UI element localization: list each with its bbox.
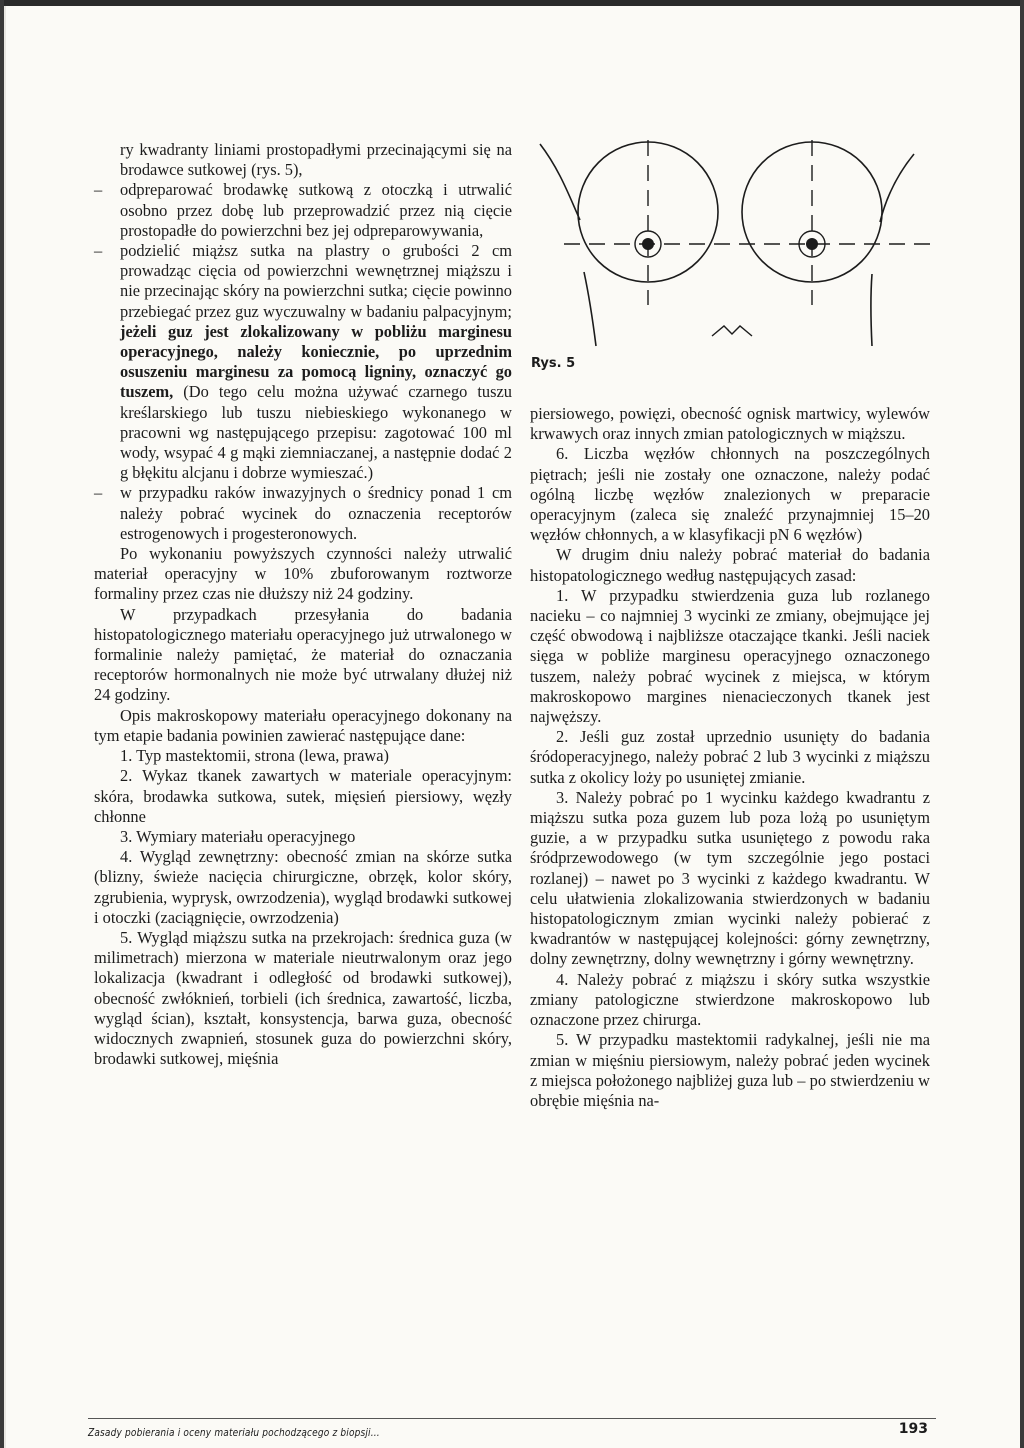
- page-number: 193: [898, 1421, 928, 1437]
- figure-rys-5: [536, 140, 936, 350]
- rule-item-3: 3. Należy pobrać po 1 wycinku każdego kwadrantu z miąższu sutka poza guzem lub poza lożą po usuniętym guzie, a w przypadku sutka usuniętego z powodu raka śródprzewodowego (w tym szczególnie jego postaci rozlanej) – nawet po 3 wycinki z każdego kwadrantu. W celu ułatwienia zlokalizowania stwierdzonych w badaniu histopatologicznym zmian wycinki należy pobierać z kwadrantów w następującej kolejności: górny zewnętrzny, dolny zewnętrzny, dolny wewnętrzny i górny wewnętrzny.: [530, 787, 930, 969]
- bullet-slices-note: (Do tego celu można używać czarnego tuszu kreślarskiego lub tuszu niebieskiego wykonanego w pracowni wg następującego przepisu: zagotować 100 ml wody, wsypać 4 g mąki ziemniaczanej, a następnie dodać 2 g błękitu alcjanu i dobrze wymieszać.): [120, 382, 512, 483]
- rule-item-4: 4. Należy pobrać z miąższu i skóry sutka wszystkie zmiany patologiczne stwierdzone makroskopowo lub oznaczone przez chirurga.: [530, 969, 930, 1030]
- rule-item-5: 5. W przypadku mastektomii radykalnej, jeśli nie ma zmian w mięśniu piersiowym, należy pobrać jeden wycinek z miejsca położonego najbliżej guza lub – po stwierdzeniu w obrębie mięśnia na-: [530, 1030, 930, 1110]
- paragraph-fixation: Po wykonaniu powyższych czynności należy utrwalić materiał operacyjny w 10% zbuforowanym roztworze formaliny przez czas nie dłuższy niż 24 godziny.: [94, 544, 512, 604]
- scan-edge-top: [0, 0, 1024, 6]
- list-item-2: 2. Wykaz tkanek zawartych w materiale operacyjnym: skóra, brodawka sutkowa, sutek, mięsień piersiowy, węzły chłonne: [94, 766, 512, 826]
- paragraph-formalin: W przypadkach przesyłania do badania histopatologicznego materiału operacyjnego już utrwalonego w formalinie należy pamiętać, że materiał do oznaczania receptorów hormonalnych nie może być utrwalany dłużej niż 24 godziny.: [94, 604, 512, 705]
- footer-divider: [88, 1418, 936, 1419]
- list-item-1: 1. Typ mastektomii, strona (lewa, prawa): [120, 746, 389, 766]
- navel-icon: [712, 326, 752, 336]
- running-footer-title: Zasady pobierania i oceny materiału pochodzącego z biopsji...: [88, 1426, 380, 1439]
- list-item-6: 6. Liczba węzłów chłonnych na poszczególnych piętrach; jeśli nie zostały one oznaczone, należy podać ogólną liczbę węzłów znalezionych w preparacie operacyjnym (zaleca się znaleźć przynajmniej 15–20 węzłów chłonnych, a w klasyfikacji pN 6 węzłów): [530, 444, 930, 545]
- bullet-slices-bold: jeżeli guz jest zlokalizowany w pobliżu marginesu operacyjnego, należy koniecznie, po uprzednim osuszeniu marginesu za pomocą ligniny, oznaczyć go tuszem,: [120, 321, 512, 402]
- scan-edge-left: [0, 0, 4, 1448]
- bullet-receptors: – w przypadku raków inwazyjnych o średnicy ponad 1 cm należy pobrać wycinek do oznaczenia receptorów estrogenowych i progesteronowych.: [94, 483, 512, 544]
- list-item-4: 4. Wygląd zewnętrzny: obecność zmian na skórze sutka (blizny, świeże nacięcia chirurgiczne, obrzęk, kolor skóry, zgrubienia, wyprysk, owrzodzenia), wygląd brodawki sutkowej i otoczki (zaciągnięcie, owrzodzenia): [94, 847, 512, 927]
- left-column: [94, 140, 512, 1069]
- list-item-3: 3. Wymiary materiału operacyjnego: [120, 826, 356, 846]
- paragraph-continued: piersiowego, powięzi, obecność ognisk martwicy, wylewów krwawych oraz innych zmian patologicznych w miąższu.: [530, 404, 930, 444]
- paragraph-macroscopic: Opis makroskopowy materiału operacyjnego dokonany na tym etapie badania powinien zawierać następujące dane:: [94, 705, 512, 745]
- bullet-nipple: – odpreparować brodawkę sutkową z otoczką i utrwalić osobno przez dobę lub przeprowadzić przez nią cięcie prostopadłe do powierzchni bez jej odpreparowywania,: [94, 180, 512, 241]
- bullet-slices-text: podzielić miąższ sutka na plastry o grubości 2 cm prowadząc cięcia od powierzchni wewnętrznej miąższu i nie przecinając skóry na powierzchni sutka; cięcie powinno przebiegać przez guz wyczuwalny w badaniu palpacyjnym;: [120, 241, 512, 321]
- rule-item-1: 1. W przypadku stwierdzenia guza lub rozlanego nacieku – co najmniej 3 wycinki ze zmiany, obejmujące jej część obwodową i najbliższe otaczające tkanki. Jeśli naciek sięga w pobliże marginesu operacyjnego oznaczonego tuszem, należy pobrać wycinek z miejsca, w którym makroskopowo margines nienacieczonych tkanek jest najwęższy.: [530, 585, 930, 727]
- scan-edge-right: [1020, 0, 1024, 1448]
- list-item-5: 5. Wygląd miąższu sutka na przekrojach: średnica guza (w milimetrach) mierzona w materiale nieutrwalonym oraz jego lokalizacja (kwadrant i odległość od brodawki sutkowej), obecność zwłóknień, torbieli (ich średnica, zawartość, liczba, wygląd ścian), kształt, konsystencja, barwa guza, obecność widocznych zwapnień, stosunek guza do powierzchni skóry, brodawki sutkowej, mięśnia: [94, 927, 512, 1069]
- figure-caption: Rys. 5: [531, 356, 576, 371]
- paragraph-second-day: W drugim dniu należy pobrać materiał do badania histopatologicznego według następujących zasad:: [530, 545, 930, 585]
- quadrant-lines-icon: [564, 140, 936, 305]
- right-column: [530, 404, 930, 1111]
- bullet-slices: [94, 241, 512, 483]
- rule-item-2: 2. Jeśli guz został uprzednio usunięty do badania śródoperacyjnego, należy pobrać 2 lub 3 wycinki z miąższu sutka z okolicy loży po usuniętej zmianie.: [530, 727, 930, 787]
- paragraph-quadrants: ry kwadranty liniami prostopadłymi przecinającymi się na brodawce sutkowej (rys. 5),: [120, 140, 512, 180]
